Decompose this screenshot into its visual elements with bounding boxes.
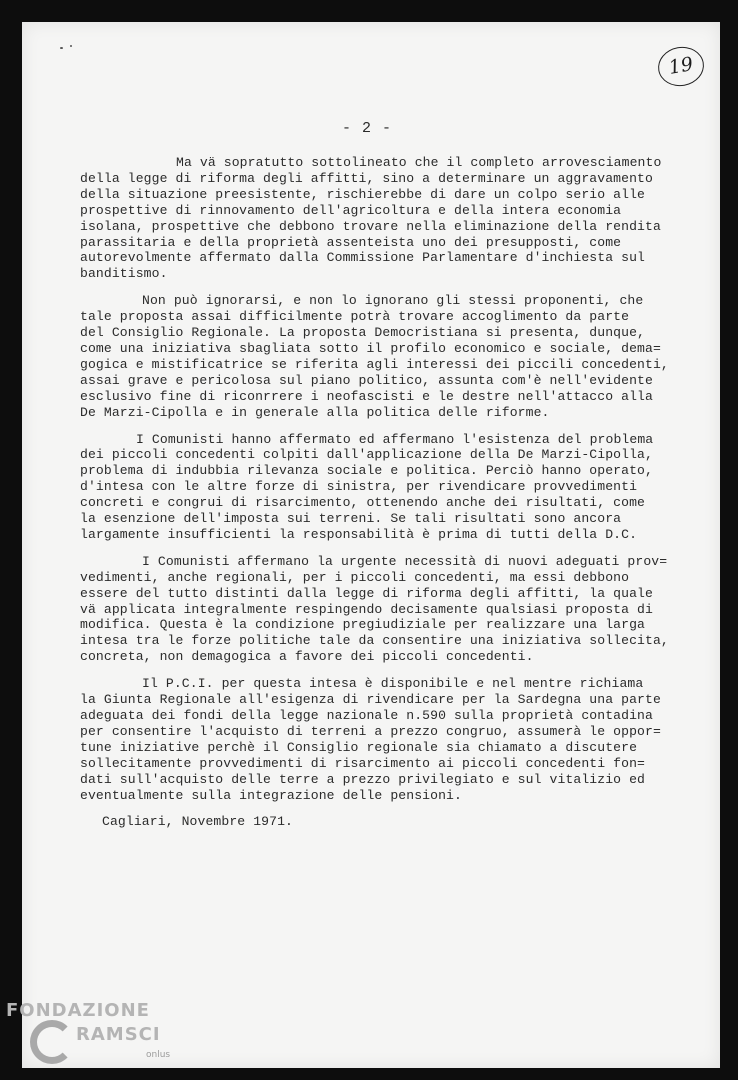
text-line: la Giunta Regionale all'esigenza di rivendicare per la Sardegna una parte	[80, 692, 661, 708]
text-line: sollecitamente provvedimenti di risarcimento ai piccoli concedenti fon=	[80, 755, 645, 771]
letter-body	[80, 155, 680, 830]
text-line: banditismo.	[80, 266, 168, 282]
text-line: assai grave e pericolosa sul piano politico, assunta com'è nell'evidente	[80, 372, 653, 388]
text-line: per consentire l'acquisto di terreni a prezzo congruo, assumerà le oppor=	[80, 723, 661, 739]
text-line: vedimenti, anche regionali, per i piccoli concedenti, ma essi debbono	[80, 569, 630, 585]
dust-speck	[60, 47, 63, 49]
watermark-line2: RAMSCI	[76, 1024, 161, 1045]
text-line: tale proposta assai difficilmente potrà trovare accoglimento da parte	[80, 309, 630, 325]
text-line: parassitaria e della proprietà assenteista uno dei presupposti, come	[80, 234, 622, 250]
text-line: Non può ignorarsi, e non lo ignorano gli stessi proponenti, che	[142, 293, 644, 309]
text-line: isolana, prospettive che debbono trovare nella eliminazione della rendita	[80, 218, 661, 234]
gramsci-g-logo-icon	[30, 1020, 74, 1064]
text-line: del Consiglio Regionale. La proposta Democristiana si presenta, dunque,	[80, 325, 645, 341]
text-line: Ma vä sopratutto sottolineato che il completo arrovesciamento	[176, 155, 662, 170]
text-line: De Marzi-Cipolla e in generale alla politica delle riforme.	[80, 404, 550, 420]
paragraph-4	[80, 554, 680, 665]
text-line: esclusivo fine di riconrrere i neofascisti e le destre nell'attacco alla	[80, 388, 653, 404]
signature-line: Cagliari, Novembre 1971.	[102, 814, 293, 830]
text-line: concreta, non demagogica a favore dei piccoli concedenti.	[80, 649, 534, 665]
text-line: tune iniziative perchè il Consiglio regionale sia chiamato a discutere	[80, 739, 638, 755]
text-line: come una iniziativa sbagliata sotto il profilo economico e sociale, dema=	[80, 340, 661, 356]
text-line: la esenzione dell'imposta sui terreni. Se tali risultati sono ancora	[80, 511, 622, 527]
paragraph-1	[80, 155, 680, 282]
paragraph-2	[80, 293, 680, 420]
text-line: I Comunisti affermano la urgente necessità di nuovi adeguati prov=	[142, 553, 668, 569]
dust-speck	[70, 45, 72, 47]
text-line: eventualmente sulla integrazione delle pensioni.	[80, 787, 462, 803]
watermark-suffix: onlus	[146, 1050, 171, 1060]
text-line: intesa tra le forze politiche tale da consentire una iniziativa sollecita,	[80, 633, 669, 649]
paragraph-3	[80, 432, 680, 543]
text-line: dei piccoli concedenti colpiti dall'applicazione della De Marzi-Cipolla,	[80, 447, 653, 463]
text-line: della situazione preesistente, rischierebbe di dare un colpo serio alle	[80, 186, 645, 202]
text-line: della legge di riforma degli affitti, sino a determinare un aggravamento	[80, 170, 653, 186]
folio-number-stamp: 19	[655, 43, 707, 89]
document-page	[22, 22, 720, 1068]
text-line: d'intesa con le altre forze di sinistra, per rivendicare provvedimenti	[80, 479, 638, 495]
text-line: essere del tutto distinti dalla legge di riforma degli affitti, la quale	[80, 585, 653, 601]
watermark-line1: FONDAZIONE	[6, 1000, 150, 1021]
fondazione-gramsci-watermark	[6, 1000, 206, 1076]
text-line: concreti e congrui di risarcimento, ottenendo anche dei risultati, come	[80, 495, 645, 511]
text-line: Il P.C.I. per questa intesa è disponibile e nel mentre richiama	[142, 676, 644, 692]
text-line: dati sull'acquisto delle terre a prezzo privilegiato e sul vitalizio ed	[80, 771, 645, 787]
page-number: - 2 -	[341, 120, 392, 137]
text-line: problema di indubbia rilevanza sociale e politica. Perciò hanno operato,	[80, 463, 653, 479]
text-line: gogica e mistificatrice se riferita agli interessi dei piccili concedenti,	[80, 356, 669, 372]
paragraph-5	[80, 676, 680, 803]
text-line: adeguata dei fondi della legge nazionale n.590 sulla proprietà contadina	[80, 708, 653, 723]
text-line: autorevolmente affermato dalla Commissione Parlamentare d'inchiesta sul	[80, 250, 645, 266]
text-line: vä applicata integralmente respingendo decisamente qualsiasi proposta di	[80, 601, 653, 617]
text-line: I Comunisti hanno affermato ed affermano l'esistenza del problema	[136, 431, 654, 447]
text-line: modifica. Questa è la condizione pregiudiziale per realizzare una larga	[80, 617, 645, 633]
text-line: prospettive di rinnovamento dell'agricoltura e della intera economia	[80, 202, 622, 218]
text-line: largamente insufficienti la responsabilità è prima di tutti della D.C.	[80, 526, 638, 542]
